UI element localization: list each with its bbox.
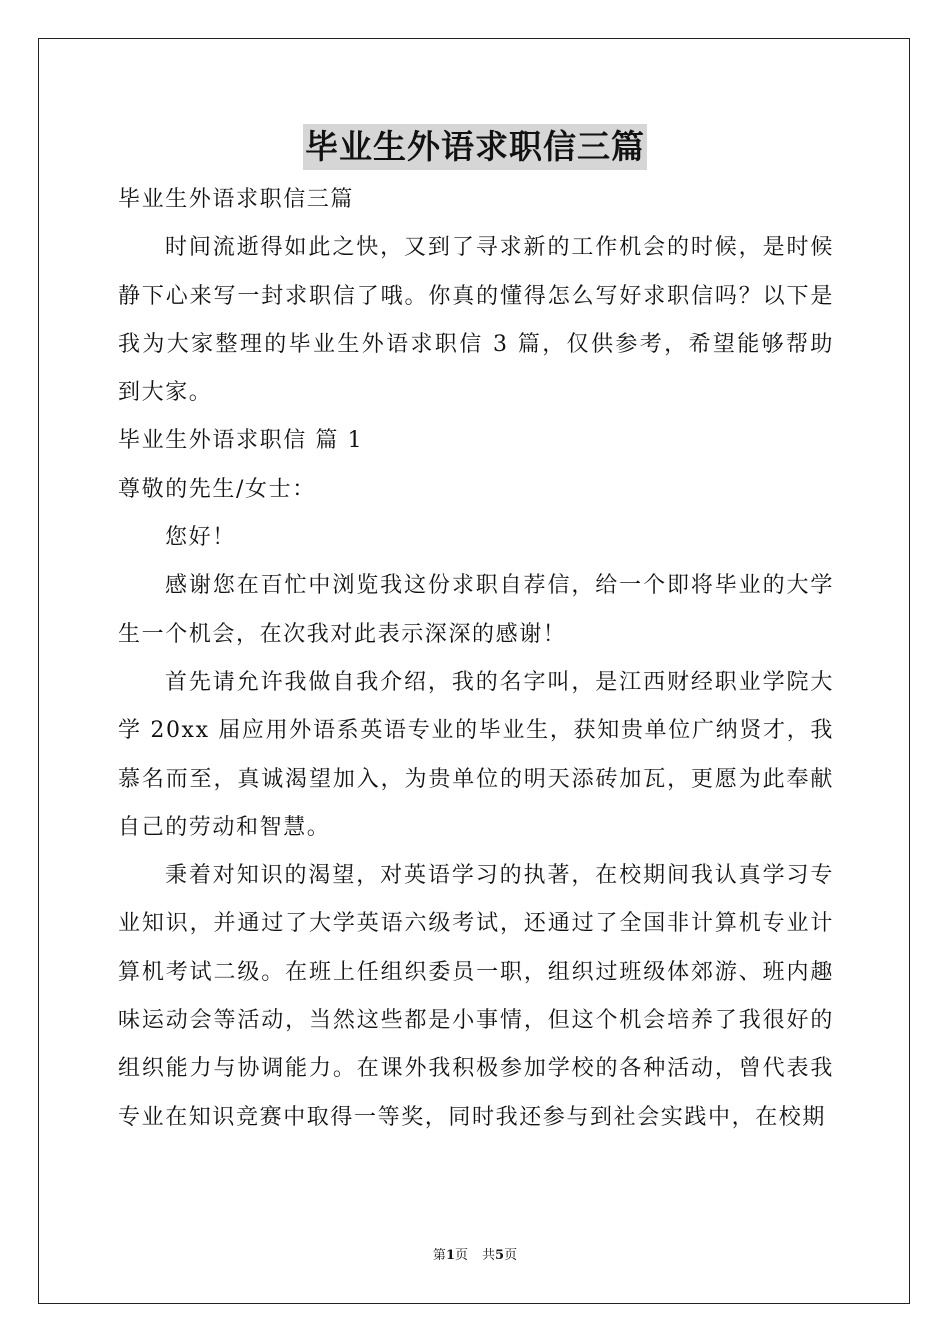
footer-total-pages: 5 — [495, 1248, 505, 1263]
paragraph-subtitle: 毕业生外语求职信三篇 — [118, 187, 355, 212]
footer-page-prefix: 第 — [432, 1248, 446, 1263]
title-container — [0, 124, 950, 170]
page-footer — [0, 1247, 950, 1265]
paragraph-greeting: 您好！ — [165, 525, 236, 551]
paragraph-self-intro: 首先请允许我做自我介绍，我的名字叫，是江西财经职业学院大学 20xx 届应用外语系英语专业的毕业生，获知贵单位广纳贤才，我慕名而至，真诚渴望加入，为贵单位的明天添砖加瓦，更愿为此奉献自己的劳动和智慧。 — [118, 669, 834, 840]
paragraph-experience: 秉着对知识的渴望，对英语学习的执著，在校期间我认真学习专业知识，并通过了大学英语六级考试，还通过了全国非计算机专业计算机考试二级。在班上任组织委员一职，组织过班级体郊游、班内趣味运动会等活动，当然这些都是小事情，但这个机会培养了我很好的组织能力与协调能力。在课外我积极参加学校的各种活动，曾代表我专业在知识竞赛中取得一等奖，同时我还参与到社会实践中，在校期 — [118, 863, 834, 1130]
paragraph-thanks: 感谢您在百忙中浏览我这份求职自荐信，给一个即将毕业的大学生一个机会，在次我对此表示深深的感谢！ — [118, 573, 834, 647]
document-body — [118, 176, 834, 1142]
footer-total-prefix: 共 — [482, 1248, 496, 1263]
paragraph-salutation: 尊敬的先生/女士： — [118, 476, 316, 502]
document-title: 毕业生外语求职信三篇 — [303, 124, 647, 170]
footer-total-suffix: 页 — [504, 1248, 518, 1263]
paragraph-intro: 时间流逝得如此之快，又到了寻求新的工作机会的时候，是时候静下心来写一封求职信了哦。你真的懂得怎么写好求职信吗？以下是我为大家整理的毕业生外语求职信 3 篇，仅供参考，希望能够帮助到大家。 — [118, 235, 834, 406]
footer-page-suffix: 页 — [454, 1248, 468, 1263]
paragraph-section-heading: 毕业生外语求职信 篇 1 — [118, 428, 364, 454]
footer-page-number: 1 — [445, 1248, 455, 1263]
